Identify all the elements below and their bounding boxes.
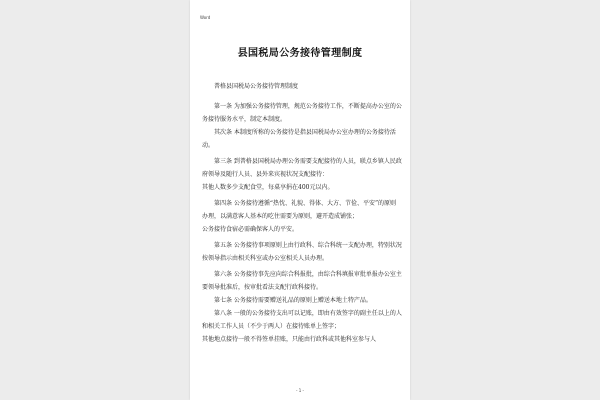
document-page — [190, 0, 410, 400]
header-label: Word — [200, 15, 211, 20]
page-number: - 1 - — [296, 388, 304, 393]
document-title: 县国税局公务接待管理制度 — [237, 48, 363, 59]
paragraph-article-8: 第八条 一般的公务接待支出可以记账，即由有效签字的副主任以上的人和相关工作人员（不少于两人）在接待账单上签字； — [202, 310, 402, 330]
paragraph-article-3-cont: 其他人数多少支配食堂，每桌享捐在400元以内。 — [202, 184, 334, 191]
paragraph-article-6: 第六条 公务接待事先应向综合科报批，由综合科填报审批单报办公室主要领导批准后，按审批看法支配行政科接待。 — [202, 271, 402, 291]
paragraph-article-2: 其次条 本制度所称的公务接待是指县国税局办公室办理的公务接待活动。 — [202, 129, 396, 149]
paragraph-article-4-cont: 公务接待食宿必需确保客人的平安。 — [202, 226, 299, 233]
paragraph-article-8-cont: 其他地点接待一般不得签单挂账，只能由行政科或其他科室参与人 — [202, 336, 377, 343]
document-body — [202, 80, 402, 346]
paragraph-article-4: 第四条 公务接待遵循“热忱、礼貌、得体、大方、节俭、平安”的原则办理，以满意客人基本的吃住需要为原则，避开造成铺张； — [202, 200, 397, 220]
paragraph-article-1: 第一条 为加强公务接待管理，规范公务接待工作，不断提高办公室的公务接待服务水平，制定本制度。 — [202, 103, 402, 123]
paragraph-article-3: 第三条 到普格县国税局办理公务需要支配接待的人员，联点乡镇人民政府领导及随行人员、县外来宾视状况支配接待： — [202, 158, 402, 178]
paragraph-article-5: 第五条 公务接待事项原则上由行政科、综合科统一支配办理，特别状况按领导指示由相关科室或办公室相关人员办理。 — [202, 242, 402, 262]
paragraph-subtitle: 普格县国税局公务接待管理制度 — [214, 83, 299, 90]
paragraph-article-7: 第七条 公务接待需要赠送礼品的原则上赠送本地土特产品。 — [214, 297, 372, 304]
